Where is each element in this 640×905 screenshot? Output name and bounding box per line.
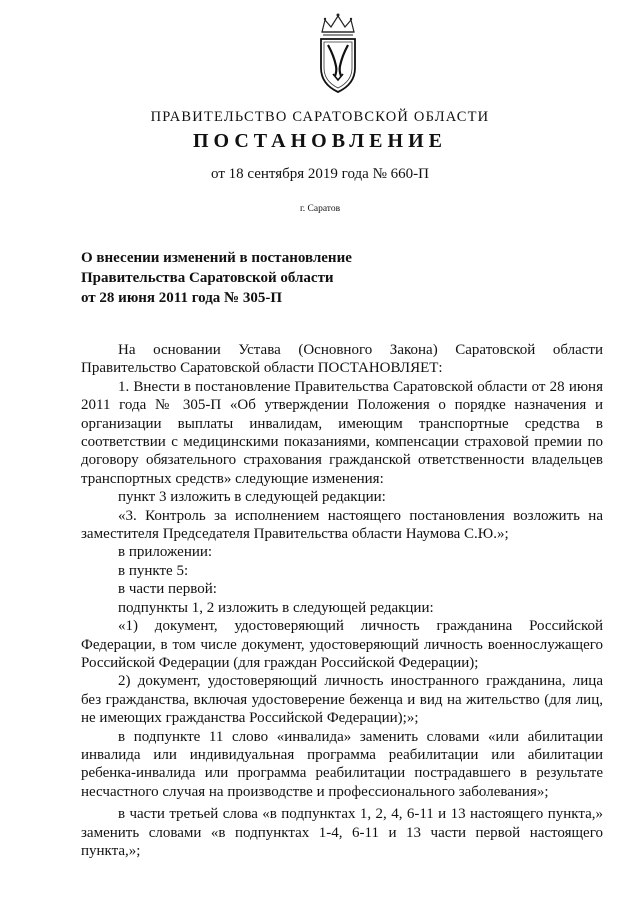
- body-paragraph: пункт 3 изложить в следующей редакции:: [118, 489, 386, 506]
- body-paragraph: 2) документ, удостоверяющий личность иностранного гражданина, лица без гражданства, включая удостоверение беженца и вид на жительство (для лиц, не имеющих гражданства Российской Федерации);»;: [81, 673, 603, 727]
- government-name: ПРАВИТЕЛЬСТВО САРАТОВСКОЙ ОБЛАСТИ: [150, 109, 490, 125]
- body-paragraph: в части третьей слова «в подпунктах 1, 2, 4, 6-11 и 13 настоящего пункта,» заменить словами «в подпунктах 1-4, 6-11 и 13 части первой настоящего пункта,»;: [81, 806, 603, 859]
- document-city: г. Саратов: [299, 204, 341, 214]
- body-paragraph: «3. Контроль за исполнением настоящего постановления возложить на заместителя Председателя Правительства области Наумова С.Ю.»;: [81, 507, 603, 543]
- document-type-heading: ПОСТАНОВЛЕНИЕ: [193, 130, 447, 152]
- body-paragraph: «1) документ, удостоверяющий личность гражданина Российской Федерации, в том числе документ, удостоверяющий личность военнослужащего Российской Федерации (для граждан Российской Федерации);: [81, 618, 603, 671]
- body-paragraph: в приложении:: [118, 544, 213, 561]
- subject-line: Правительства Саратовской области: [81, 270, 334, 286]
- body-paragraph: в пункте 5:: [118, 562, 189, 579]
- document-subject: [81, 248, 421, 308]
- subject-line: от 28 июня 2011 года № 305-П: [81, 290, 283, 306]
- body-paragraph: 1. Внести в постановление Правительства Саратовской области от 28 июня 2011 года № 305-П «Об утверждении Положения о порядке назначения и организации выплаты инвалидам, имеющим транспортные средства в соответствии с медицинскими показаниями, компенсации страховой премии по договору обязательного страхования гражданской ответственности владельцев транспортных средств» следующие изменения:: [81, 378, 603, 487]
- document-date-number: от 18 сентября 2019 года № 660-П: [211, 166, 429, 182]
- body-paragraph: в части первой:: [118, 581, 217, 598]
- body-paragraph: подпункты 1, 2 изложить в следующей редакции:: [118, 599, 434, 616]
- document-body: [81, 341, 603, 860]
- body-paragraph: На основании Устава (Основного Закона) Саратовской области Правительство Саратовской области ПОСТАНОВЛЯЕТ:: [81, 342, 603, 377]
- subject-line: О внесении изменений в постановление: [81, 250, 352, 266]
- saratov-coat-of-arms-icon: [316, 12, 360, 94]
- body-paragraph: в подпункте 11 слово «инвалида» заменить словами «или абилитации инвалида или индивидуальная программа реабилитации или абилитации ребенка-инвалида или программа реабилитации пострадавшего в результате несчастного случая на производстве и профессионального заболевания»;: [81, 728, 603, 800]
